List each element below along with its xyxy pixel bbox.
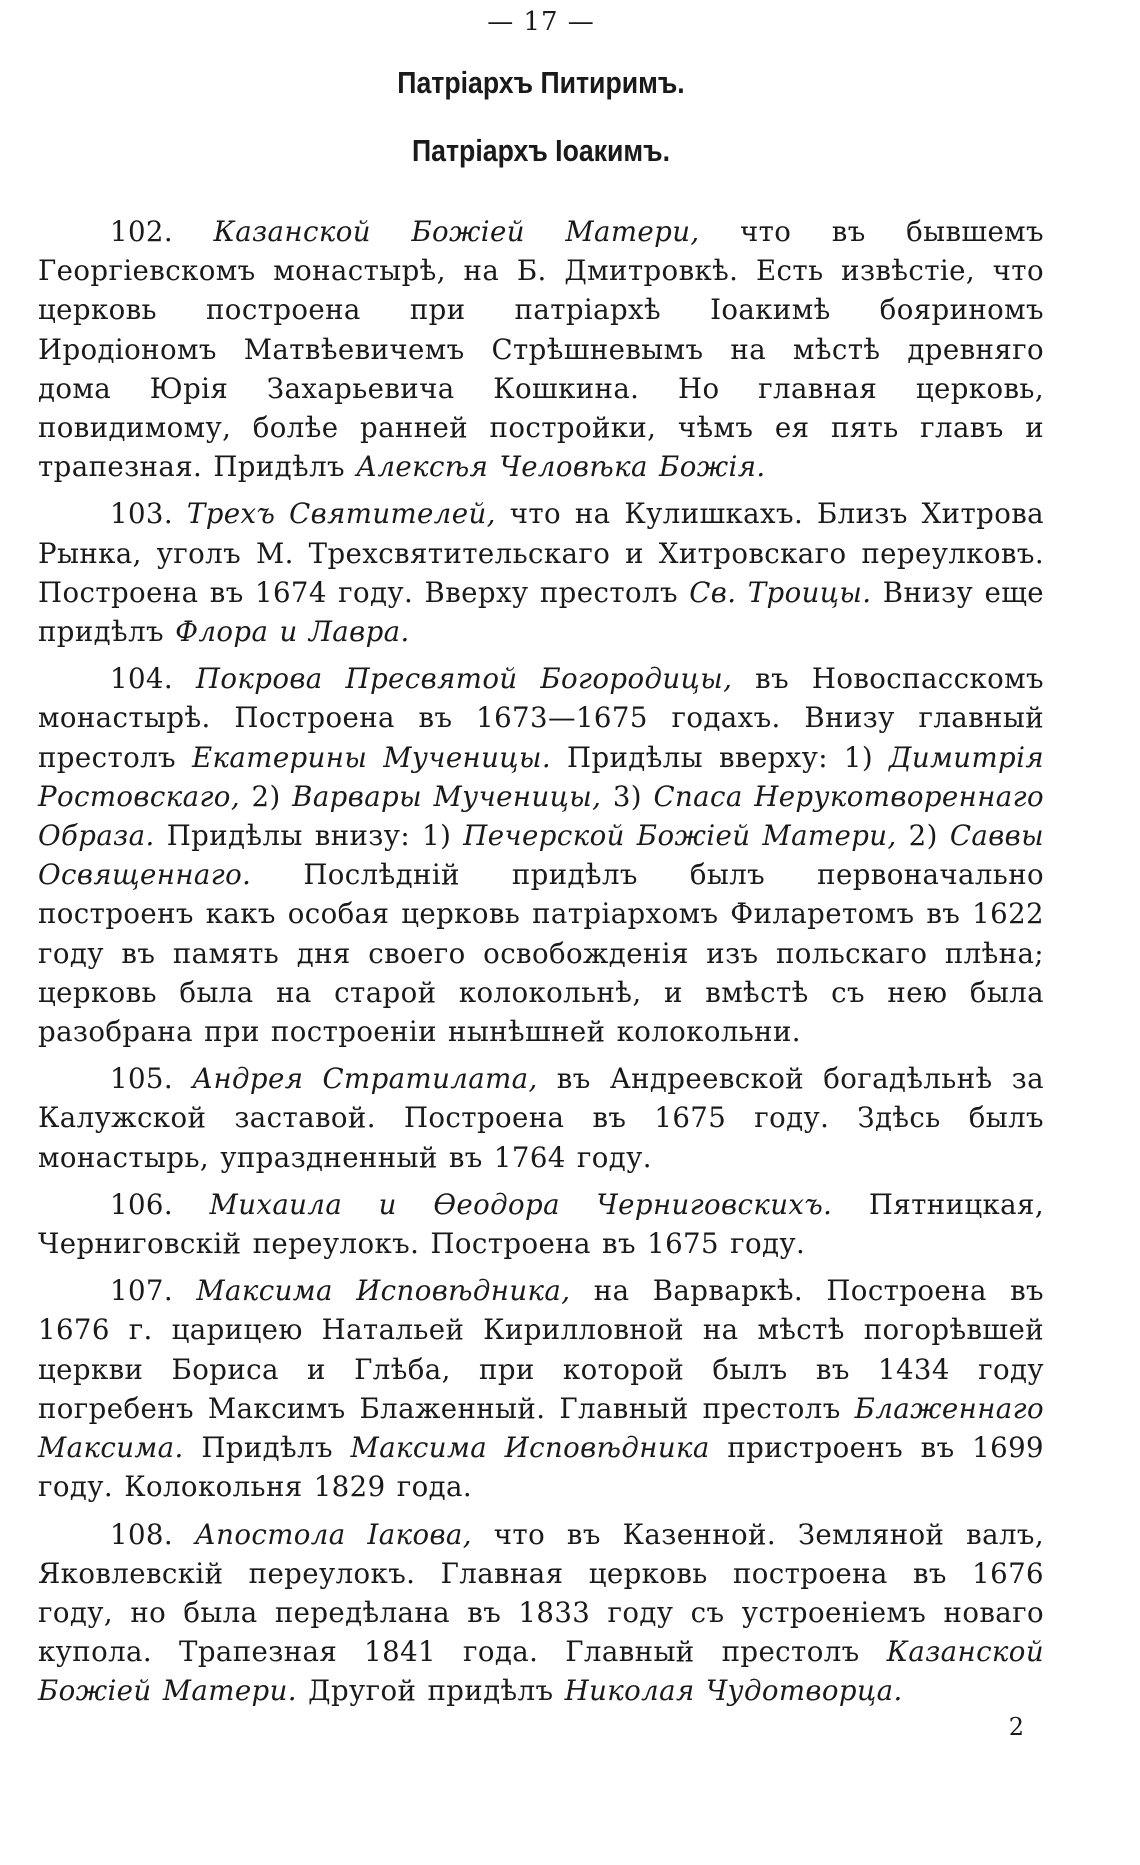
entry-text: Пятницкая, Черниговскій переулокъ. Построена въ 1675 году. [38, 1187, 1044, 1261]
entry-italic-text: Казанской Божіей Матери, [213, 215, 700, 248]
entry-text: пристроенъ въ 1699 году. Колокольня 1829 года. [38, 1431, 1044, 1504]
entry-text: Другой придѣлъ [296, 1674, 565, 1708]
entry-104 [38, 659, 1044, 1051]
entry-italic-text: Флора и Лавра. [175, 615, 410, 649]
entry-number: 106. [110, 1187, 210, 1221]
entry-italic-text: Трехъ Святителей, [186, 497, 496, 531]
entry-102 [38, 212, 1044, 486]
section-heading-ioakim: Патріархъ Іоакимъ. [412, 133, 670, 168]
page-number: — 17 — [487, 7, 595, 37]
entry-108 [38, 1515, 1044, 1711]
entry-italic-text: Спаса Нерукотвореннаго Образа. [38, 779, 1044, 853]
entry-number: 104. [110, 662, 196, 696]
entry-106 [38, 1185, 1044, 1263]
entry-italic-text: Максима Исповѣдника [350, 1431, 710, 1465]
entry-text: 2) [896, 819, 950, 853]
entry-italic-text: Печерской Божіей Матери, [463, 819, 897, 853]
entry-italic-text: Варвары Мученицы, [292, 779, 602, 813]
entry-text: на Варваркѣ. Построена въ 1676 г. царицею Натальей Кирилловной на мѣстѣ погорѣвшей церкви Бориса и Глѣба, при которой былъ въ 1434 году погребенъ Максимъ Блаженный. Главный престолъ [38, 1274, 1044, 1425]
entry-italic-text: Казанской Божіей Матери. [38, 1635, 1044, 1708]
entry-number: 103. [110, 497, 187, 531]
entry-text: въ Новоспасскомъ монастырѣ. Построена въ 1673—1675 годахъ. Внизу главный престолъ [38, 662, 1044, 774]
entry-text: что въ бывшемъ Георгіевскомъ монастырѣ, на Б. Дмитровкѣ. Есть извѣстіе, что церковь построена при патріархѣ Іоакимѣ бояриномъ Иродіономъ Матвѣевичемъ Стрѣшневымъ на мѣстѣ древняго дома Юрія Захарьевича Кошкина. Но главная церковь, повидимому, болѣе ранней постройки, чѣмъ ея пять главъ и трапезная. Придѣлъ [38, 215, 1044, 484]
entry-italic-text: Блаженнаго Максима. [38, 1391, 1044, 1465]
entry-italic-text: Апостола Іакова, [194, 1517, 472, 1551]
entry-number: 107. [110, 1274, 197, 1308]
entry-italic-text: Максима Исповѣдника, [196, 1274, 571, 1308]
entry-italic-text: Саввы Освященнаго. [38, 819, 1044, 892]
entry-text: что въ Казенной. Земляной валъ, Яковлевскій переулокъ. Главная церковь построена въ 1676 году, но была передѣлана въ 1833 году съ устроеніемъ новаго купола. Трапезная 1841 года. Главный престолъ [38, 1517, 1045, 1669]
entry-italic-text: Покрова Пресвятой Богородицы, [195, 662, 733, 696]
entry-italic-text: Андрея Стратилата, [192, 1062, 538, 1096]
section-heading-pitirim: Патріархъ Питиримъ. [397, 65, 685, 100]
entry-number: 102. [110, 215, 214, 248]
entry-italic-text: Св. Троицы. [689, 575, 872, 609]
entry-italic-text: Алексѣя Человѣка Божія. [356, 450, 766, 484]
entry-italic-text: Димитрія Ростовскаго, [38, 740, 1044, 813]
entry-text: Послѣдній придѣлъ былъ первоначально построенъ какъ особая церковь патріархомъ Филаретомъ въ 1622 году въ память дня своего освобожденія изъ польскаго плѣна; церковь была на старой колокольнѣ, и вмѣстѣ съ нею была разобрана при построеніи нынѣшней колокольни. [38, 858, 1044, 1049]
entry-text: что на Кулишкахъ. Близъ Хитрова Рынка, уголъ М. Трехсвятительскаго и Хитровскаго переулковъ. Построена въ 1674 году. Вверху престолъ [38, 497, 1044, 609]
entry-text: Придѣлъ [183, 1431, 351, 1465]
signature-mark: 2 [1008, 1713, 1024, 1741]
entry-italic-text: Николая Чудотворца. [564, 1674, 903, 1708]
entry-text: въ Андреевской богадѣльнѣ за Калужской заставой. Построена въ 1675 году. Здѣсь былъ монастырь, упраздненный въ 1764 году. [38, 1062, 1044, 1174]
entry-105 [38, 1059, 1044, 1177]
entry-list [38, 212, 1044, 1711]
entry-107 [38, 1271, 1044, 1506]
entry-text: 2) [240, 779, 293, 813]
document-page [38, 0, 1044, 1719]
entry-text: Внизу еще придѣлъ [38, 575, 1044, 649]
entry-text: Придѣлы внизу: 1) [154, 819, 464, 853]
entry-italic-text: Екатерины Мученицы. [191, 740, 552, 774]
entry-text: Придѣлы вверху: 1) [551, 740, 890, 774]
entry-number: 105. [110, 1062, 193, 1096]
entry-text: 3) [601, 779, 654, 813]
entry-italic-text: Михаила и Ѳеодора Черниговскихъ. [209, 1187, 833, 1221]
entry-number: 108. [110, 1517, 195, 1551]
entry-103 [38, 494, 1044, 651]
